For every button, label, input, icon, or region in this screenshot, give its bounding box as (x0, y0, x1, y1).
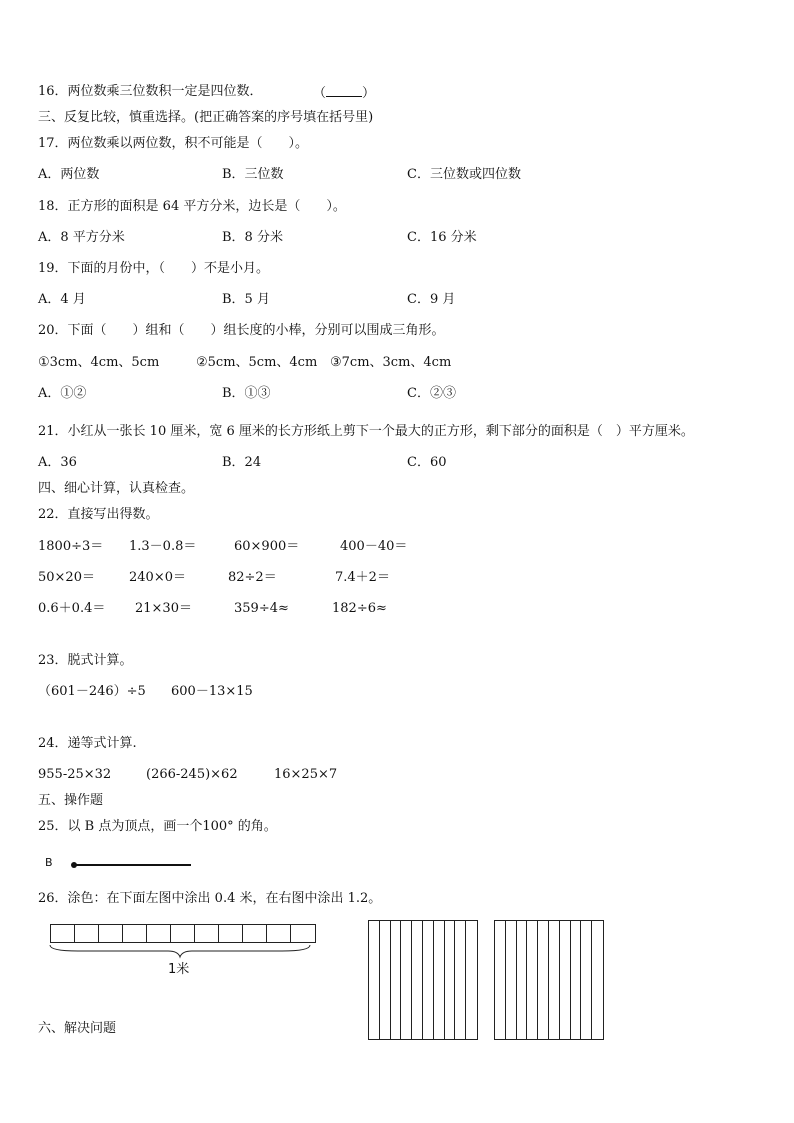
strip-cell[interactable] (195, 925, 219, 942)
grid-column[interactable] (412, 921, 423, 1039)
q22-r1-c3: 60×900＝ (234, 539, 300, 554)
section-4-title: 四、细心计算，认真检查。 (38, 481, 195, 496)
q23-expr-1: （601－246）÷5 (38, 684, 146, 699)
grid-column[interactable] (391, 921, 402, 1039)
q20-group-2: ②5cm、5cm、4cm (196, 355, 318, 370)
q18-text: 18．正方形的面积是 64 平方分米，边长是（ ）。 (38, 199, 346, 214)
grid-column[interactable] (549, 921, 560, 1039)
q16-answer-paren[interactable]: （ ） (313, 86, 376, 101)
q21-text: 21．小红从一张长 10 厘米，宽 6 厘米的长方形纸上剪下一个最大的正方形，剩下部分的面积是（ ）平方厘米。 (38, 424, 694, 439)
q22-r3-c3: 359÷4≈ (234, 601, 289, 616)
q25-text: 25．以 B 点为顶点，画一个100° 的角。 (38, 819, 277, 834)
left-unit-grid[interactable] (368, 920, 478, 1040)
grid-column[interactable] (445, 921, 456, 1039)
q20-option-a[interactable]: A．①② (38, 386, 87, 401)
q17-option-c[interactable]: C．三位数或四位数 (407, 167, 521, 182)
one-meter-strip[interactable] (50, 924, 316, 943)
q22-r3-c4: 182÷6≈ (332, 601, 387, 616)
grid-column[interactable] (455, 921, 466, 1039)
strip-cell[interactable] (147, 925, 171, 942)
strip-brace (48, 943, 312, 961)
q19-option-a[interactable]: A．4 月 (38, 292, 86, 307)
q22-r1-c2: 1.3－0.8＝ (129, 539, 197, 554)
q26-text: 26．涂色：在下面左图中涂出 0.4 米，在右图中涂出 1.2。 (38, 891, 382, 906)
q22-r2-c1: 50×20＝ (38, 570, 95, 585)
q22-r2-c4: 7.4＋2＝ (335, 570, 390, 585)
strip-cell[interactable] (75, 925, 99, 942)
q18-option-c[interactable]: C．16 分米 (407, 230, 477, 245)
q24-expr-3: 16×25×7 (274, 767, 338, 782)
strip-length-label: 1米 (168, 962, 190, 977)
grid-column[interactable] (423, 921, 434, 1039)
grid-column[interactable] (434, 921, 445, 1039)
q24-text: 24．递等式计算. (38, 736, 137, 751)
q19-text: 19．下面的月份中，（ ）不是小月。 (38, 261, 270, 276)
q19-option-b[interactable]: B．5 月 (222, 292, 270, 307)
q17-option-a[interactable]: A．两位数 (38, 167, 100, 182)
grid-column[interactable] (571, 921, 582, 1039)
grid-column[interactable] (592, 921, 603, 1039)
strip-cell[interactable] (51, 925, 75, 942)
q16-text: 16．两位数乘三位数积一定是四位数． (38, 84, 263, 99)
q23-text: 23．脱式计算。 (38, 653, 133, 668)
point-b-label: B (45, 856, 53, 869)
grid-column[interactable] (538, 921, 549, 1039)
q22-text: 22．直接写出得数。 (38, 507, 159, 522)
strip-cell[interactable] (243, 925, 267, 942)
q23-expr-2: 600－13×15 (171, 684, 253, 699)
right-unit-grid[interactable] (494, 920, 604, 1040)
q17-option-b[interactable]: B．三位数 (222, 167, 284, 182)
q21-option-a[interactable]: A．36 (38, 455, 77, 470)
grid-column[interactable] (517, 921, 528, 1039)
q22-r2-c3: 82÷2＝ (228, 570, 277, 585)
grid-column[interactable] (581, 921, 592, 1039)
grid-column[interactable] (527, 921, 538, 1039)
q20-group-1: ①3cm、4cm、5cm (38, 355, 160, 370)
q22-r2-c2: 240×0＝ (129, 570, 186, 585)
ray-line[interactable] (73, 864, 191, 866)
strip-cell[interactable] (267, 925, 291, 942)
q22-r1-c1: 1800÷3＝ (38, 539, 104, 554)
grid-column[interactable] (401, 921, 412, 1039)
q21-option-b[interactable]: B．24 (222, 455, 262, 470)
q24-expr-2: (266-245)×62 (146, 767, 238, 782)
grid-column[interactable] (380, 921, 391, 1039)
q19-option-c[interactable]: C．9 月 (407, 292, 456, 307)
section-3-title: 三、反复比较，慎重选择。(把正确答案的序号填在括号里) (38, 110, 374, 125)
q20-option-c[interactable]: C．②③ (407, 386, 456, 401)
q24-expr-1: 955-25×32 (38, 767, 112, 782)
q20-text: 20．下面（ ）组和（ ）组长度的小棒，分别可以围成三角形。 (38, 323, 445, 338)
q21-option-c[interactable]: C．60 (407, 455, 447, 470)
q17-text: 17．两位数乘以两位数，积不可能是（ ）。 (38, 136, 309, 151)
q22-r1-c4: 400－40＝ (340, 539, 408, 554)
q22-r3-c1: 0.6＋0.4＝ (38, 601, 106, 616)
strip-cell[interactable] (171, 925, 195, 942)
section-6-title: 六、解决问题 (38, 1021, 117, 1036)
grid-column[interactable] (506, 921, 517, 1039)
q22-r3-c2: 21×30＝ (135, 601, 192, 616)
grid-column[interactable] (466, 921, 477, 1039)
grid-column[interactable] (495, 921, 506, 1039)
strip-cell[interactable] (291, 925, 315, 942)
q20-option-b[interactable]: B．①③ (222, 386, 271, 401)
q18-option-a[interactable]: A．8 平方分米 (38, 230, 125, 245)
section-5-title: 五、操作题 (38, 793, 104, 808)
q18-option-b[interactable]: B．8 分米 (222, 230, 283, 245)
grid-column[interactable] (560, 921, 571, 1039)
strip-cell[interactable] (99, 925, 123, 942)
strip-cell[interactable] (123, 925, 147, 942)
strip-cell[interactable] (219, 925, 243, 942)
q20-group-3: ③7cm、3cm、4cm (330, 355, 452, 370)
grid-column[interactable] (369, 921, 380, 1039)
